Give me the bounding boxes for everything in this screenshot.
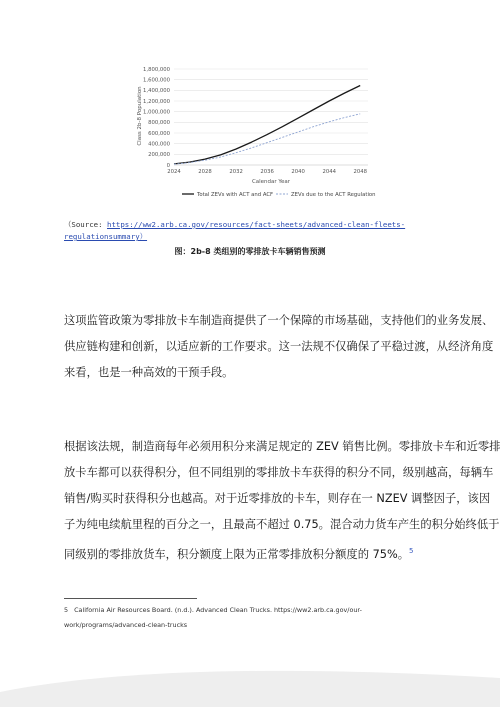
source-note <box>64 219 444 230</box>
x-tick-label: 2048 <box>353 169 367 175</box>
text-line: 同级别的零排放货车，积分额度上限为正常零排放积分额度的 75%。 <box>64 548 410 561</box>
x-axis-label: Calendar Year <box>251 179 291 185</box>
text-line-last <box>64 538 444 568</box>
text-line: 供应链构建和创新，以适应新的工作要求。这一法规不仅确保了平稳过渡，从经济角度 <box>64 340 494 353</box>
text-line: 销售/购买时获得积分也越高。对于近零排放的卡车，则存在一 NZEV 调整因子，该因 <box>64 492 491 505</box>
footnote-divider <box>64 598 197 599</box>
footnote-text: California Air Resources Board. (n.d.). Advanced Clean Trucks. https://ww2.arb.ca.gov/our- <box>74 606 362 614</box>
zev-sales-chart <box>0 0 500 215</box>
text-line: 这项监管政策为零排放卡车制造商提供了一个保障的市场基础，支持他们的业务发展、 <box>64 314 494 327</box>
x-tick-label: 2024 <box>167 169 181 175</box>
y-tick-label: 800,000 <box>148 120 170 127</box>
y-tick-label: 0 <box>166 162 170 169</box>
text-line: 来看，也是一种高效的干预手段。 <box>64 366 234 379</box>
y-tick-label: 1,200,000 <box>143 98 170 105</box>
y-axis-ticks <box>143 67 171 169</box>
series-line-total-zevs <box>174 86 360 164</box>
y-tick-label: 600,000 <box>148 130 170 137</box>
chart-legend <box>182 192 376 198</box>
y-axis-label: Class 2b-8 Population <box>137 86 143 146</box>
footnote-reference[interactable]: 5 <box>409 547 414 555</box>
x-tick-label: 2044 <box>322 169 336 175</box>
figure-caption: 图：2b-8 类组别的零排放卡车辆销售预测 <box>174 247 326 256</box>
y-tick-label: 1,400,000 <box>143 88 170 95</box>
page-bottom-wave <box>0 662 500 707</box>
paragraph-2 <box>64 434 500 568</box>
source-prefix: （Source: <box>64 220 107 229</box>
x-axis-ticks <box>167 169 367 175</box>
y-tick-label: 400,000 <box>148 141 170 148</box>
source-link-part1[interactable]: https://ww2.arb.ca.gov/resources/fact-sheets/advanced-clean-fleets- <box>107 220 406 229</box>
source-note-cont <box>64 231 444 242</box>
footnote-number: 5 <box>64 606 69 614</box>
paragraph-1 <box>64 308 494 386</box>
footnote <box>64 603 444 633</box>
y-tick-label: 1,000,000 <box>143 109 170 116</box>
y-tick-label: 1,800,000 <box>143 66 170 73</box>
source-link-part2[interactable]: regulationsummary） <box>64 232 148 241</box>
chart-gridlines <box>174 69 368 165</box>
x-tick-label: 2032 <box>229 169 243 175</box>
y-tick-label: 1,600,000 <box>143 77 170 84</box>
legend-label-act-zevs: ZEVs due to the ACT Regulation <box>291 192 376 198</box>
x-tick-label: 2040 <box>291 169 305 175</box>
x-tick-label: 2036 <box>260 169 274 175</box>
y-tick-label: 200,000 <box>148 152 170 159</box>
legend-label-total-zevs: Total ZEVs with ACT and ACF <box>197 192 274 198</box>
text-line: 放卡车都可以获得积分，但不同组别的零排放卡车获得的积分不同，级别越高，每辆车 <box>64 466 494 479</box>
series-line-act-zevs <box>174 114 360 164</box>
chart-series <box>174 86 360 165</box>
text-line: 子为纯电续航里程的百分之一，且最高不超过 0.75。混合动力货车产生的积分始终低于 <box>64 518 500 531</box>
text-line: 根据该法规，制造商每年必须用积分来满足规定的 ZEV 销售比例。零排放卡车和近零排 <box>64 440 500 453</box>
x-tick-label: 2028 <box>198 169 212 175</box>
decorative-wave-shape <box>0 671 500 707</box>
footnote-text-cont: work/programs/advanced-clean-trucks <box>64 621 188 629</box>
